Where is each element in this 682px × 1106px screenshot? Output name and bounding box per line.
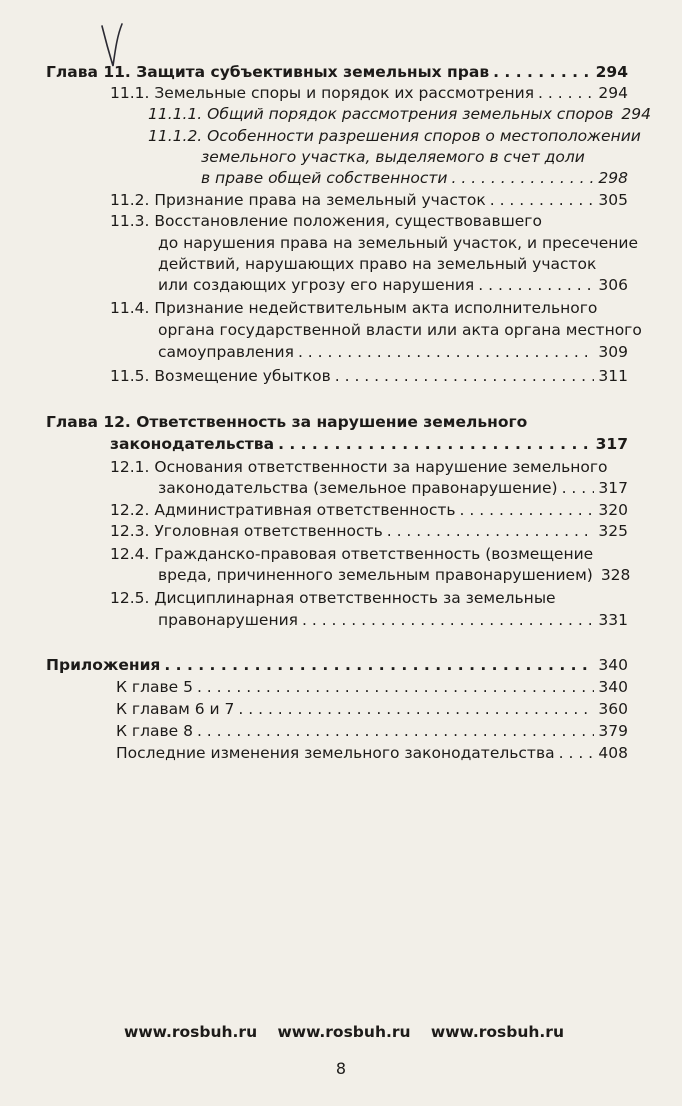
toc-section-11-3-line1: 11.3. Восстановление положения, существовавшего bbox=[110, 212, 542, 230]
toc-appendix-item: К главе 5 . . . 340 bbox=[116, 677, 628, 697]
toc-section-12-1: законодательства (земельное правонарушение) . . . 317 bbox=[158, 478, 628, 498]
toc-section-11-3: или создающих угрозу его нарушения . . . 306 bbox=[158, 275, 628, 295]
toc-section-12-4-line1: 12.4. Гражданско-правовая ответственность (возмещение bbox=[110, 545, 594, 563]
leader-dots bbox=[451, 168, 594, 188]
toc-section-11-3-line3: действий, нарушающих право на земельный участок bbox=[158, 255, 597, 273]
toc-subsection-11-1-2-line1: 11.1.2. Особенности разрешения споров о местоположении bbox=[148, 127, 641, 145]
toc-section-11-4-line2: органа государственной власти или акта органа местного bbox=[158, 321, 642, 339]
toc-section-11-5: 11.5. Возмещение убытков . . . 311 bbox=[110, 366, 628, 386]
leader-dots bbox=[490, 190, 595, 210]
toc-section-11-1: 11.1. Земельные споры и порядок их рассмотрения . . . 294 bbox=[110, 83, 628, 103]
leader-dots bbox=[538, 83, 594, 103]
leader-dots bbox=[298, 342, 594, 362]
toc-section-12-5-line1: 12.5. Дисциплинарная ответственность за земельные bbox=[110, 589, 556, 607]
leader-dots bbox=[387, 521, 595, 541]
toc-section-12-1-line1: 12.1. Основания ответственности за нарушение земельного bbox=[110, 458, 608, 476]
toc-appendix-item: К главам 6 и 7 . . . 360 bbox=[116, 699, 628, 719]
leader-dots bbox=[559, 743, 595, 763]
toc-appendix: Приложения . . . 340 bbox=[46, 655, 628, 675]
leader-dots bbox=[197, 721, 594, 741]
toc-section-12-5: правонарушения . . . 331 bbox=[158, 610, 628, 630]
toc-appendix-item: К главе 8 . . . 379 bbox=[116, 721, 628, 741]
toc-section-12-4: вреда, причиненного земельным правонарушением) 328 bbox=[158, 566, 631, 584]
toc-section-11-2: 11.2. Признание права на земельный участок . . . 305 bbox=[110, 190, 628, 210]
toc-subsection-11-1-2-line2: земельного участка, выделяемого в счет доли bbox=[201, 148, 585, 166]
leader-dots bbox=[562, 478, 595, 498]
leader-dots bbox=[164, 655, 594, 675]
toc-section-11-3-line2: до нарушения права на земельный участок, и пресечение bbox=[158, 234, 639, 252]
toc-subsection-11-1-1: 11.1.1. Общий порядок рассмотрения земельных споров 294 bbox=[148, 105, 651, 123]
footer-links bbox=[124, 1023, 564, 1041]
footer-link[interactable]: www.rosbuh.ru bbox=[430, 1023, 564, 1041]
leader-dots bbox=[302, 610, 594, 630]
toc-section-12-2: 12.2. Административная ответственность . . . 320 bbox=[110, 500, 628, 520]
toc-section-12-3: 12.3. Уголовная ответственность . . . 325 bbox=[110, 521, 628, 541]
leader-dots bbox=[197, 677, 594, 697]
toc-section-11-4-line1: 11.4. Признание недействительным акта исполнительного bbox=[110, 299, 598, 317]
footer-link[interactable]: www.rosbuh.ru bbox=[124, 1023, 258, 1041]
leader-dots bbox=[460, 500, 595, 520]
leader-dots bbox=[238, 699, 594, 719]
page-number: 8 bbox=[335, 1059, 347, 1078]
toc-chapter-12: законодательства . . . 317 bbox=[110, 434, 628, 454]
leader-dots bbox=[493, 62, 592, 82]
toc-chapter-12-line1: Глава 12. Ответственность за нарушение земельного bbox=[46, 413, 528, 431]
leader-dots bbox=[335, 366, 595, 386]
toc-section-11-4: самоуправления . . . 309 bbox=[158, 342, 628, 362]
leader-dots bbox=[278, 434, 592, 454]
footer-link[interactable]: www.rosbuh.ru bbox=[277, 1023, 411, 1041]
toc-chapter-11: Глава 11. Защита субъективных земельных прав . . . 294 bbox=[46, 62, 628, 82]
toc-appendix-item: Последние изменения земельного законодательства . . . 408 bbox=[116, 743, 628, 763]
leader-dots bbox=[478, 275, 594, 295]
toc-subsection-11-1-2: в праве общей собственности . . . 298 bbox=[201, 168, 628, 188]
